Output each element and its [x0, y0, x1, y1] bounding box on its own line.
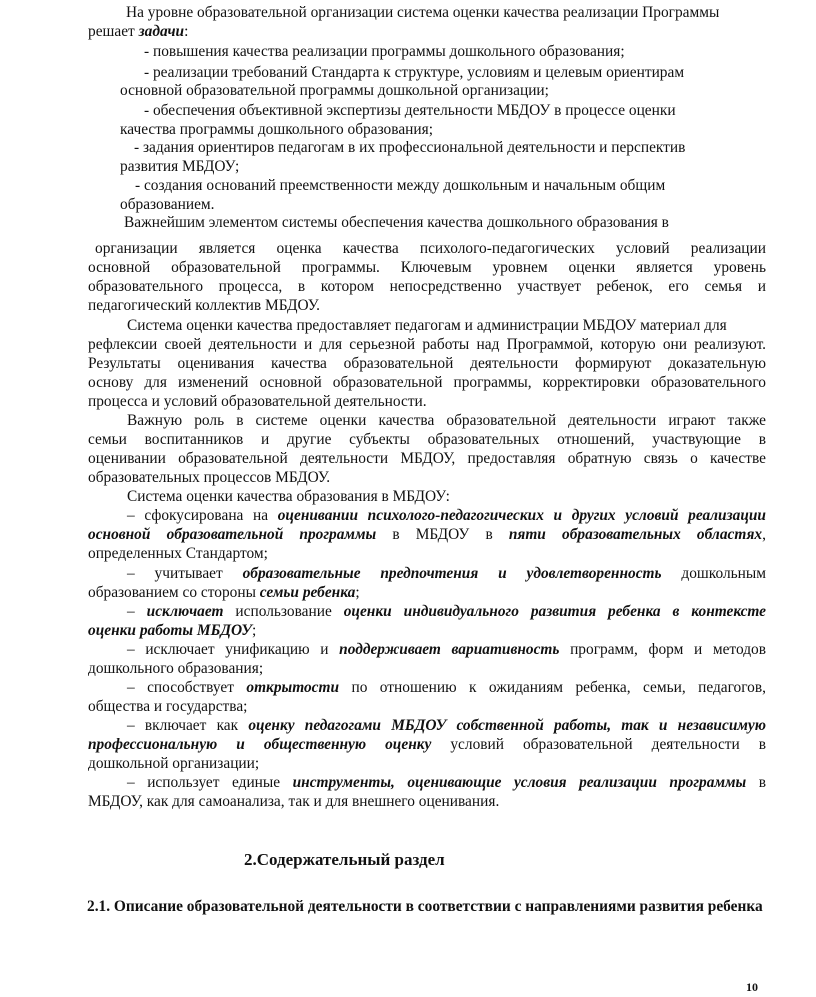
subsection-title: 2.1. Описание образовательной деятельности в соответствии с направлениями развития ребенка	[87, 898, 763, 915]
text-line: образовательного процесса, в котором непосредственно участвует ребенок, его семья и	[88, 278, 766, 295]
list-item: – включает как оценку педагогами МБДОУ собственной работы, так и независимую	[127, 717, 766, 734]
text-line: рефлексии своей деятельности и для серьезной работы над Программой, которую они реализуют.	[88, 336, 766, 353]
text-line: Система оценки качества предоставляет педагогам и администрации МБДОУ материал для	[127, 317, 727, 334]
list-item: образованием со стороны семьи ребенка;	[88, 584, 360, 601]
list-item: – способствует открытости по отношению к ожиданиям ребенка, семьи, педагогов,	[127, 679, 766, 696]
list-item: профессиональную и общественную оценку условий образовательной деятельности в	[88, 736, 766, 753]
text-line: основной образовательной программы. Ключевым уровнем оценки является уровень	[88, 259, 766, 276]
text-line: Важную роль в системе оценки качества образовательной деятельности играют также	[127, 412, 766, 429]
text-line: основу для изменений основной образовательной программы, корректировки образовательного	[88, 374, 766, 391]
list-item: основной образовательной программы в МБДОУ в пяти образовательных областях,	[88, 526, 766, 543]
emphasis: задачи	[138, 23, 185, 40]
list-item: – учитывает образовательные предпочтения и удовлетворенность дошкольным	[127, 565, 766, 582]
section-title: 2.Содержательный раздел	[244, 850, 445, 869]
text-line: процесса и условий образовательной деятельности.	[88, 393, 427, 410]
text-line: основной образовательной программы дошкольной организации;	[120, 82, 549, 99]
list-item: дошкольного образования;	[88, 660, 264, 677]
list-item: – использует единые инструменты, оценивающие условия реализации программы в	[127, 774, 766, 791]
text-line: образовательных процессов МБДОУ.	[88, 469, 331, 486]
text-line: Важнейшим элементом системы обеспечения качества дошкольного образования в	[124, 214, 669, 231]
page-number: 10	[746, 980, 758, 994]
list-item: – исключает использование оценки индивидуального развития ребенка в контексте	[127, 603, 767, 620]
list-item: оценки работы МБДОУ;	[88, 622, 257, 639]
list-item: определенных Стандартом;	[88, 545, 268, 562]
list-item: МБДОУ, как для самоанализа, так и для внешнего оценивания.	[88, 793, 500, 810]
list-item: - задания ориентиров педагогам в их профессиональной деятельности и перспектив	[134, 139, 686, 156]
list-item: общества и государства;	[88, 698, 248, 715]
text-line: Результаты оценивания качества образовательной деятельности формируют доказательную	[88, 355, 766, 372]
text-line: На уровне образовательной организации система оценки качества реализации Программы	[126, 4, 720, 21]
text-line: решает задачи:	[88, 23, 189, 40]
text-line: оценивании образовательной деятельности МБДОУ, предоставляя обратную связь о качестве	[88, 450, 766, 467]
text-line: качества программы дошкольного образования;	[120, 121, 433, 138]
list-item: - реализации требований Стандарта к структуре, условиям и целевым ориентирам	[144, 64, 685, 81]
list-item: - обеспечения объективной экспертизы деятельности МБДОУ в процессе оценки	[144, 102, 676, 119]
list-item: дошкольной организации;	[88, 755, 260, 772]
list-item: - создания оснований преемственности между дошкольным и начальным общим	[135, 177, 666, 194]
list-item: – сфокусирована на оценивании психолого-педагогических и других условий реализации	[127, 507, 766, 524]
text-line: семьи воспитанников и другие субъекты образовательных отношений, участвующие в	[88, 431, 766, 448]
text-line: Система оценки качества образования в МБДОУ:	[127, 488, 450, 505]
text-line: педагогический коллектив МБДОУ.	[88, 297, 320, 314]
list-item: - повышения качества реализации программы дошкольного образования;	[144, 43, 625, 60]
list-item: – исключает унификацию и поддерживает вариативность программ, форм и методов	[127, 641, 766, 658]
text-line: образованием.	[120, 196, 215, 213]
text-line: развития МБДОУ;	[120, 158, 240, 175]
text-line: организации является оценка качества психолого-педагогических условий реализации	[95, 240, 766, 257]
